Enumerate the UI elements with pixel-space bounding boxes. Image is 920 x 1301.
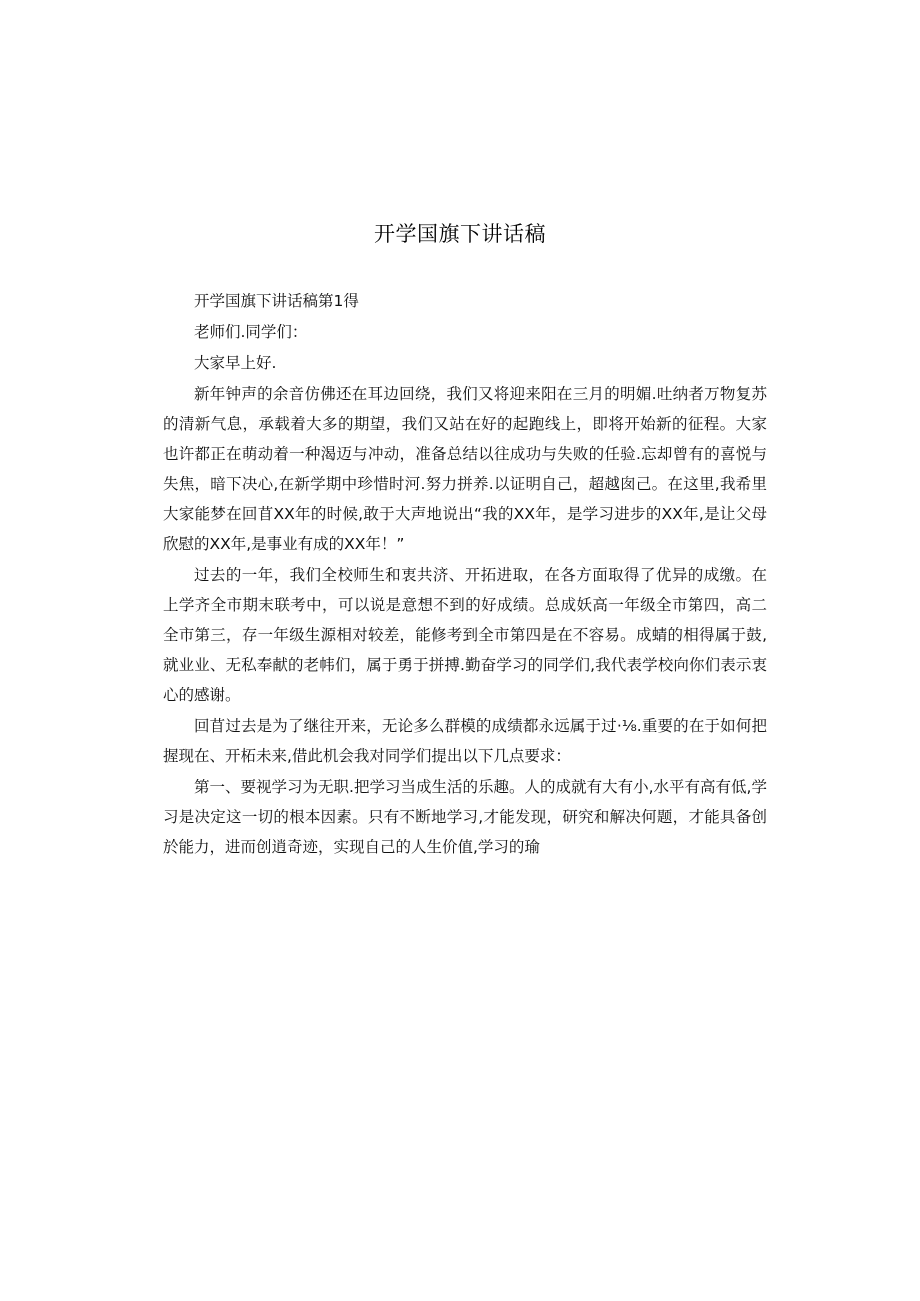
document-body bbox=[163, 286, 767, 863]
subtitle-paragraph: 开学国旗下讲话稿第1得 bbox=[194, 292, 359, 310]
body-paragraph: 过去的一年，我们全校师生和衷共济、开拓进取，在各方面取得了优异的成缴。在上学齐全市期末联考中，可以说是意想不到的好成绩。总成妖高一年级全市第四，高二全市第三，存一年级生源相对较差，能修考到全市第四是在不容易。成蜻的相得属于鼓,就业业、无私奉献的老帏们，属于勇于拼搏.勤奋学习的同学们,我代表学校向你们表示衷心的感谢。 bbox=[163, 566, 767, 704]
body-paragraph: 第一、要视学习为无职.把学习当成生活的乐趣。人的成就有大有小,水平有高有低,学习是决定这一切的根本因素。只有不断地学习,才能发现，研究和解决何题，才能具备创於能力，进而创逍奇迹，实现自己的人生价值,学习的瑜 bbox=[163, 778, 767, 856]
greeting-paragraph: 大家早上好. bbox=[194, 354, 277, 372]
body-paragraph: 回苜过去是为了继往开来，无论多么群模的成绩都永远属于过·⅛.重要的在于如何把握现在、开柘未来,借此机会我对同学们提出以下几点要求： bbox=[163, 717, 767, 765]
body-paragraph: 新年钟声的余音仿佛还在耳边回绕，我们又将迎来阳在三月的明媚.吐纳者万物复苏的清新气息，承载着大多的期望，我们又站在好的起跑线上，即将开始新的征程。大家也许都正在萌动着一种渴迈与冲动，准备总结以往成功与失败的任验.忘却曾有的喜悦与失焦，暗下决心,在新学期中珍惜时河.努力拼养.以证明自己，超越囱己。在这里,我希里大家能梦在回苜XX年的时候,敢于大声地说出“我的XX年，是学习进步的XX年,是让父母欣慰的XX年,是事业有成的XX年！” bbox=[163, 385, 767, 553]
document-title: 开学国旗下讲话稿 bbox=[374, 222, 546, 246]
salutation-paragraph: 老师们.同学们： bbox=[194, 323, 308, 341]
